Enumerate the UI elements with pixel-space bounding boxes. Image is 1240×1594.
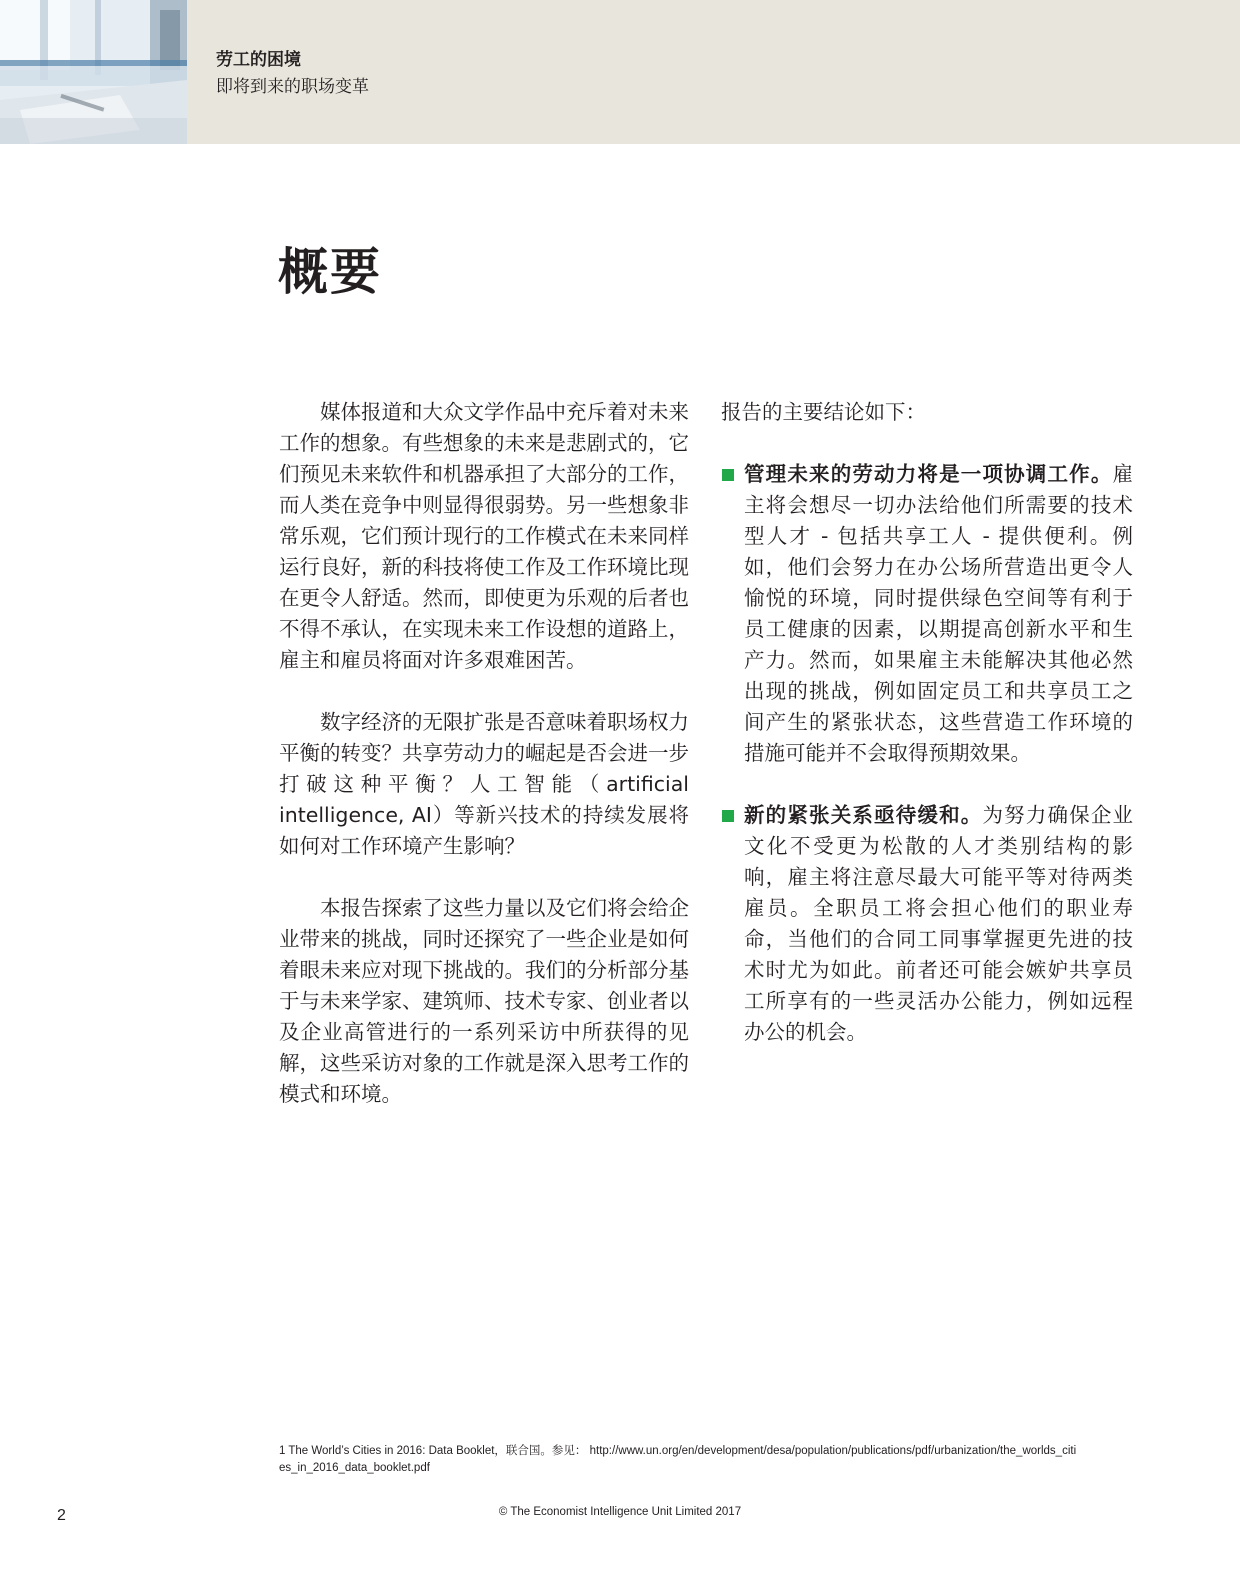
page-number: 2 — [57, 1507, 66, 1524]
page-title: 概要 — [278, 243, 382, 301]
right-column — [721, 397, 1133, 1079]
office-photo-illustration — [0, 0, 187, 144]
copyright: © The Economist Intelligence Unit Limited 2017 — [498, 1506, 742, 1518]
header-title: 劳工的困境 — [216, 50, 301, 70]
paragraph: 本报告探索了这些力量以及它们将会给企业带来的挑战，同时还探究了一些企业是如何着眼未来应对现下挑战的。我们的分析部分基于与未来学家、建筑师、技术专家、创业者以及企业高管进行的一系列采访中所获得的见解，这些采访对象的工作就是深入思考工作的模式和环境。 — [279, 896, 689, 1106]
findings-intro: 报告的主要结论如下： — [721, 400, 926, 424]
finding-bullet — [721, 800, 1133, 1048]
finding-text: 雇主将会想尽一切办法给他们所需要的技术型人才 - 包括共享工人 - 提供便利。例如，他们会努力在办公场所营造出更令人愉悦的环境，同时提供绿色空间等有利于员工健康的因素，以期提高创新水平和生产力。然而，如果雇主未能解决其他必然出现的挑战，例如固定员工和共享员工之间产生的紧张状态，这些营造工作环境的措施可能并不会取得预期效果。 — [744, 462, 1133, 765]
finding-lead: 管理未来的劳动力将是一项协调工作。 — [744, 462, 1113, 486]
green-square-bullet-icon — [722, 469, 734, 481]
header-office-photo — [0, 0, 187, 144]
paragraph: 媒体报道和大众文学作品中充斥着对未来工作的想象。有些想象的未来是悲剧式的，它们预见未来软件和机器承担了大部分的工作，而人类在竞争中则显得很弱势。另一些想象非常乐观，它们预计现行的工作模式在未来同样运行良好，新的科技将使工作及工作环境比现在更令人舒适。然而，即使更为乐观的后者也不得不承认，在实现未来工作设想的道路上，雇主和雇员将面对许多艰难困苦。 — [279, 400, 689, 672]
header-subtitle: 即将到来的职场变革 — [216, 77, 369, 97]
left-column — [279, 397, 689, 1141]
green-square-bullet-icon — [722, 810, 734, 822]
finding-lead: 新的紧张关系亟待缓和。 — [744, 803, 983, 827]
finding-bullet — [721, 459, 1133, 769]
finding-text: 为努力确保企业文化不受更为松散的人才类别结构的影响，雇主将注意尽最大可能平等对待两类雇员。全职员工将会担心他们的职业寿命，当他们的合同工同事掌握更先进的技术时尤为如此。前者还可能会嫉妒共享员工所享有的一些灵活办公能力，例如远程办公的机会。 — [744, 803, 1134, 1044]
paragraph: 数字经济的无限扩张是否意味着职场权力平衡的转变？共享劳动力的崛起是否会进一步打破这种平衡？人工智能（artificial intelligence, AI）等新兴技术的持续发展将如何对工作环境产生影响？ — [279, 710, 689, 858]
footnote: 1 The World’s Cities in 2016: Data Booklet，联合国。参见： http://www.un.org/en/development/desa/population/publications/pdf/urbanization/the_worlds_cities_in_2016_data_booklet.pdf — [279, 1445, 1077, 1474]
